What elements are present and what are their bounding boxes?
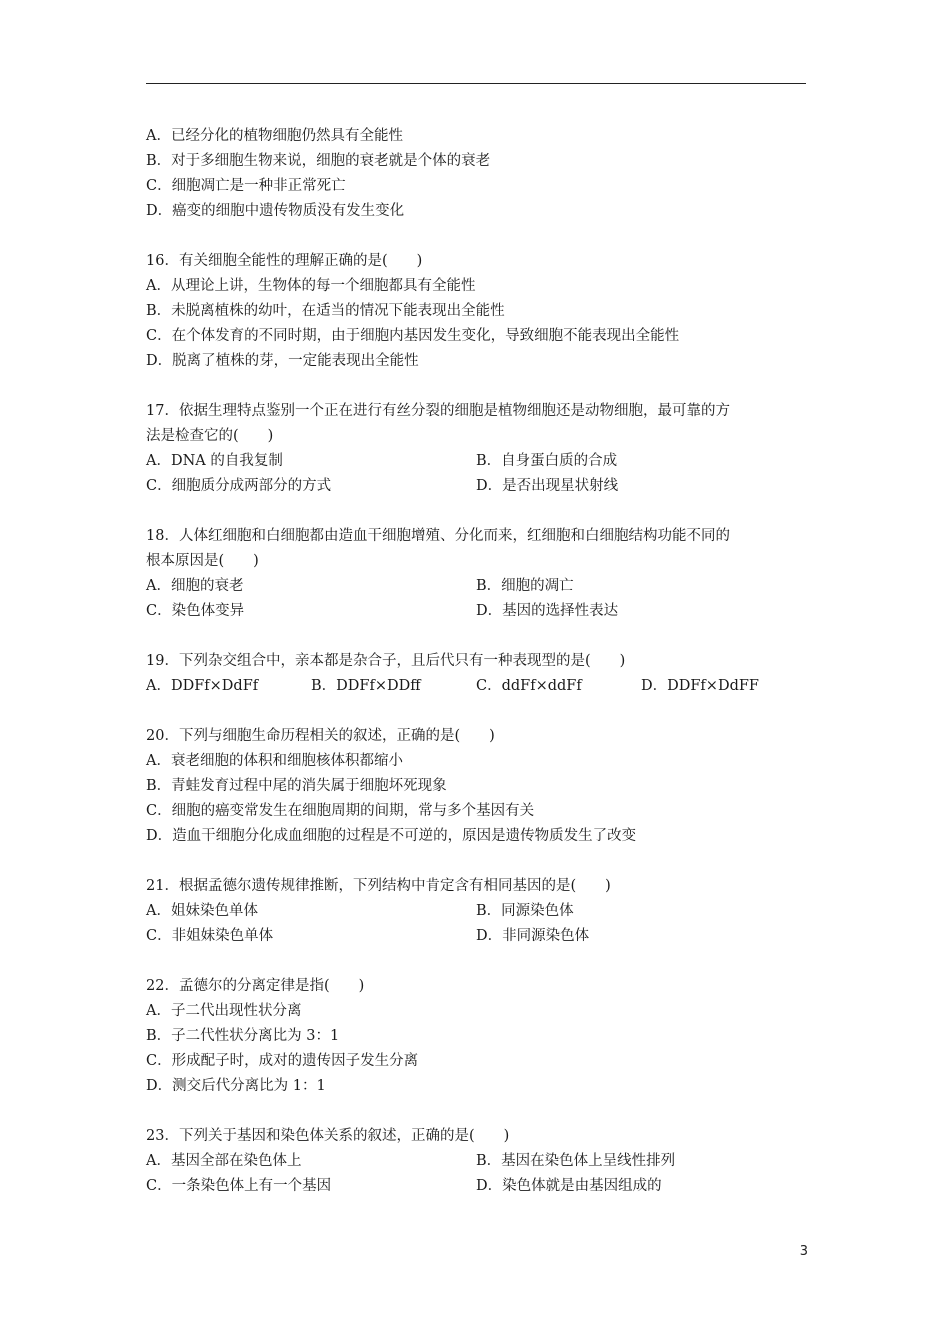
q23-option-c: C．一条染色体上有一个基因 bbox=[146, 1178, 332, 1194]
question-15 bbox=[146, 124, 808, 224]
q21-options-row-1 bbox=[146, 899, 808, 924]
q21-stem: 21．根据孟德尔遗传规律推断，下列结构中肯定含有相同基因的是( ) bbox=[146, 878, 611, 894]
question-20 bbox=[146, 724, 808, 849]
page-number: 3 bbox=[799, 1244, 808, 1259]
q23-stem: 23．下列关于基因和染色体关系的叙述，正确的是( ) bbox=[146, 1128, 510, 1144]
q16-stem: 16．有关细胞全能性的理解正确的是( ) bbox=[146, 253, 423, 269]
q17-options-row-1 bbox=[146, 449, 808, 474]
q21-option-c: C．非姐妹染色单体 bbox=[146, 928, 274, 944]
q23-options-row-1 bbox=[146, 1149, 808, 1174]
q18-stem-line-2: 根本原因是( ) bbox=[146, 553, 259, 569]
q21-options-row-2 bbox=[146, 924, 808, 949]
q17-option-c: C．细胞质分成两部分的方式 bbox=[146, 478, 332, 494]
q17-stem-line-2: 法是检查它的( ) bbox=[146, 428, 274, 444]
q18-option-b: B．细胞的凋亡 bbox=[476, 578, 574, 594]
question-23 bbox=[146, 1124, 808, 1199]
q22-option-b: B．子二代性状分离比为 3：1 bbox=[146, 1028, 340, 1044]
q15-option-c: C．细胞凋亡是一种非正常死亡 bbox=[146, 178, 346, 194]
q20-option-b: B．青蛙发育过程中尾的消失属于细胞坏死现象 bbox=[146, 778, 447, 794]
question-19 bbox=[146, 649, 808, 699]
q19-options-row bbox=[146, 674, 808, 699]
q20-stem: 20．下列与细胞生命历程相关的叙述，正确的是( ) bbox=[146, 728, 495, 744]
q16-option-c: C．在个体发育的不同时期，由于细胞内基因发生变化，导致细胞不能表现出全能性 bbox=[146, 328, 680, 344]
q21-option-a: A．姐妹染色单体 bbox=[146, 903, 258, 919]
q19-option-c: C．ddFf×ddFf bbox=[476, 678, 582, 694]
question-22 bbox=[146, 974, 808, 1099]
q20-option-a: A．衰老细胞的体积和细胞核体积都缩小 bbox=[146, 753, 403, 769]
q16-option-b: B．未脱离植株的幼叶，在适当的情况下能表现出全能性 bbox=[146, 303, 505, 319]
q23-option-a: A．基因全部在染色体上 bbox=[146, 1153, 302, 1169]
q18-option-a: A．细胞的衰老 bbox=[146, 578, 244, 594]
question-17 bbox=[146, 399, 808, 499]
q18-option-d: D．基因的选择性表达 bbox=[476, 603, 619, 619]
q21-option-d: D．非同源染色体 bbox=[476, 928, 590, 944]
q15-option-a: A．已经分化的植物细胞仍然具有全能性 bbox=[146, 128, 403, 144]
q17-option-a: A．DNA 的自我复制 bbox=[146, 453, 283, 469]
q22-option-a: A．子二代出现性状分离 bbox=[146, 1003, 302, 1019]
q23-option-d: D．染色体就是由基因组成的 bbox=[476, 1178, 662, 1194]
q15-option-b: B．对于多细胞生物来说，细胞的衰老就是个体的衰老 bbox=[146, 153, 491, 169]
question-16 bbox=[146, 249, 808, 374]
question-21 bbox=[146, 874, 808, 949]
q19-option-b: B．DDFf×DDff bbox=[311, 678, 421, 694]
question-18 bbox=[146, 524, 808, 624]
q20-option-c: C．细胞的癌变常发生在细胞周期的间期，常与多个基因有关 bbox=[146, 803, 535, 819]
q17-options-row-2 bbox=[146, 474, 808, 499]
q19-stem: 19．下列杂交组合中，亲本都是杂合子，且后代只有一种表现型的是( ) bbox=[146, 653, 626, 669]
q22-option-d: D．测交后代分离比为 1：1 bbox=[146, 1078, 326, 1094]
header-rule bbox=[146, 83, 806, 84]
q17-option-d: D．是否出现星状射线 bbox=[476, 478, 619, 494]
q22-option-c: C．形成配子时，成对的遗传因子发生分离 bbox=[146, 1053, 419, 1069]
q18-option-c: C．染色体变异 bbox=[146, 603, 245, 619]
q18-options-row-1 bbox=[146, 574, 808, 599]
q21-option-b: B．同源染色体 bbox=[476, 903, 574, 919]
q15-option-d: D．癌变的细胞中遗传物质没有发生变化 bbox=[146, 203, 405, 219]
q18-stem-line-1: 18．人体红细胞和白细胞都由造血干细胞增殖、分化而来，红细胞和白细胞结构功能不同的 bbox=[146, 528, 730, 544]
q22-stem: 22．孟德尔的分离定律是指( ) bbox=[146, 978, 365, 994]
q17-stem-line-1: 17．依据生理特点鉴别一个正在进行有丝分裂的细胞是植物细胞还是动物细胞，最可靠的方 bbox=[146, 403, 730, 419]
q19-option-d: D．DDFf×DdFF bbox=[641, 678, 759, 694]
q23-options-row-2 bbox=[146, 1174, 808, 1199]
exam-content bbox=[146, 124, 808, 1224]
q19-option-a: A．DDFf×DdFf bbox=[146, 678, 259, 694]
q16-option-d: D．脱离了植株的芽，一定能表现出全能性 bbox=[146, 353, 419, 369]
q17-option-b: B．自身蛋白质的合成 bbox=[476, 453, 618, 469]
q18-options-row-2 bbox=[146, 599, 808, 624]
q23-option-b: B．基因在染色体上呈线性排列 bbox=[476, 1153, 676, 1169]
q20-option-d: D．造血干细胞分化成血细胞的过程是不可逆的，原因是遗传物质发生了改变 bbox=[146, 828, 637, 844]
q16-option-a: A．从理论上讲，生物体的每一个细胞都具有全能性 bbox=[146, 278, 476, 294]
